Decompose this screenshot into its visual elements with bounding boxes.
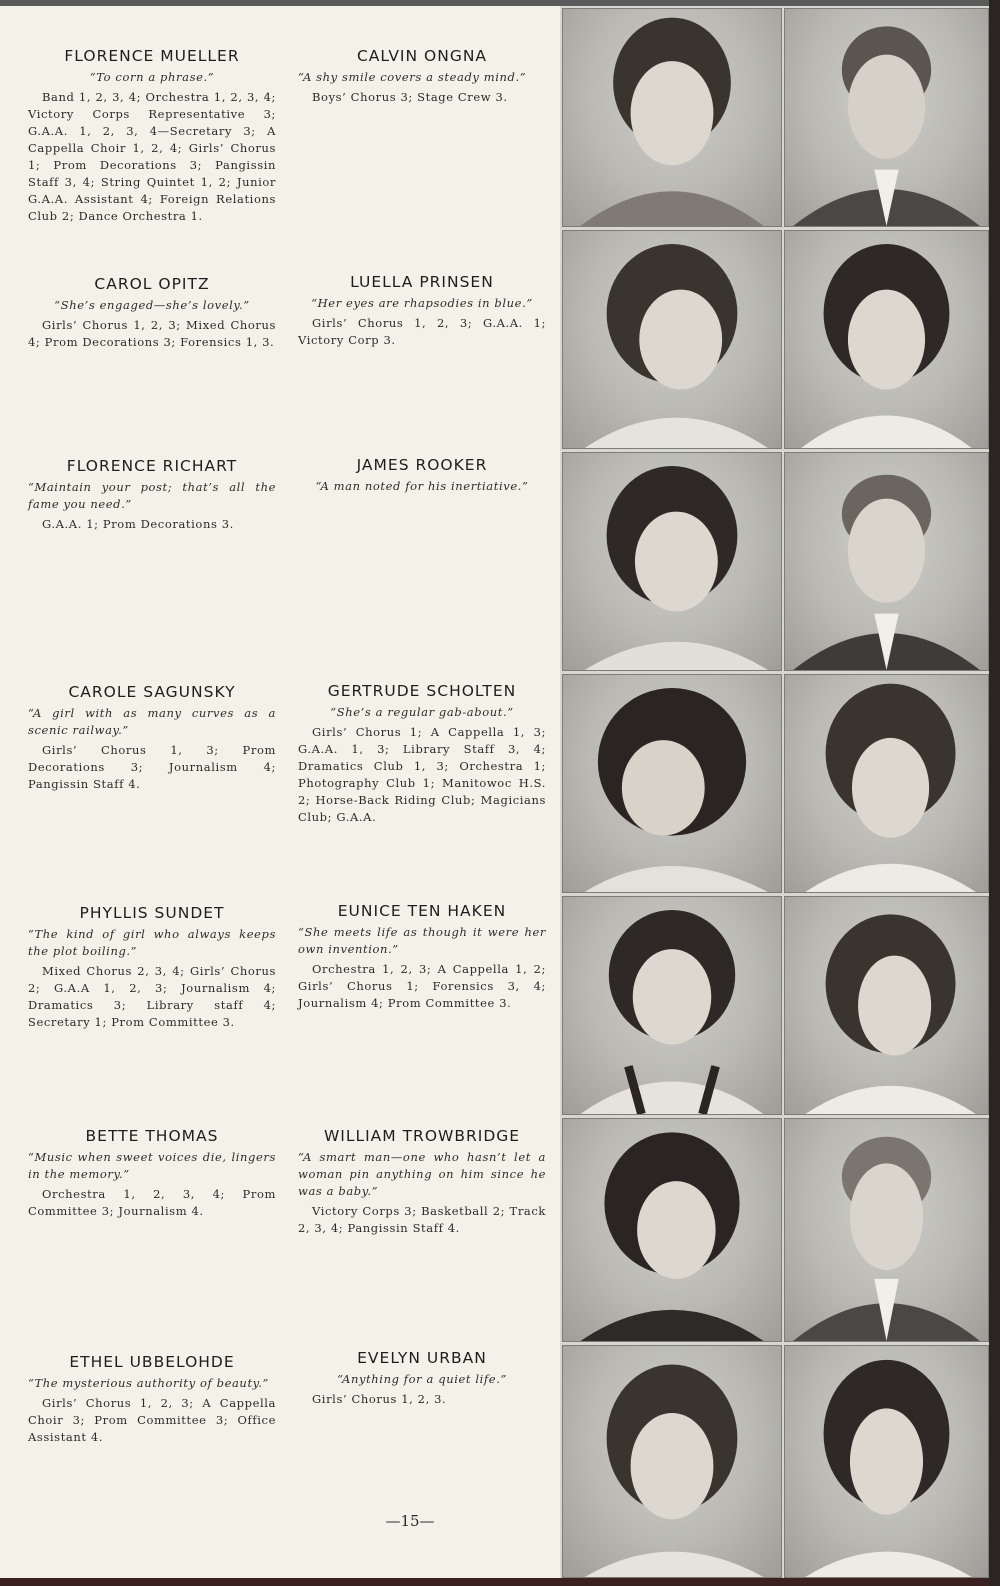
student-entry-william-trowbridge bbox=[298, 1127, 546, 1237]
portrait-photo-gertrude-scholten bbox=[784, 674, 989, 893]
student-entry-james-rooker bbox=[298, 456, 546, 498]
student-entry-bette-thomas bbox=[28, 1127, 276, 1220]
portrait-photo-eunice-ten-haken bbox=[784, 896, 989, 1115]
portrait-panel bbox=[560, 6, 989, 1578]
student-name: BETTE THOMAS bbox=[85, 1127, 219, 1145]
student-name: EVELYN URBAN bbox=[357, 1349, 487, 1367]
student-entry-carole-sagunsky bbox=[28, 683, 276, 793]
student-name: FLORENCE MUELLER bbox=[64, 47, 240, 65]
student-activities: Victory Corps 3; Basketball 2; Track 2, 3, 4; Pangissin Staff 4. bbox=[298, 1204, 546, 1235]
student-quote: “A man noted for his inertiative.” bbox=[315, 479, 529, 493]
student-quote: “Music when sweet voices die, lingers in the memory.” bbox=[28, 1150, 276, 1181]
student-activities: Girls’ Chorus 1, 2, 3. bbox=[312, 1392, 447, 1406]
student-entry-eunice-ten-haken bbox=[298, 902, 546, 1012]
student-quote: “To corn a phrase.” bbox=[89, 70, 215, 84]
student-name: CAROL OPITZ bbox=[94, 275, 210, 293]
portrait-photo-carole-sagunsky bbox=[562, 674, 782, 893]
student-entry-florence-mueller bbox=[28, 47, 276, 225]
student-activities: Orchestra 1, 2, 3; A Cappella 1, 2; Girls’ Chorus 1; Forensics 3, 4; Journalism 4; Prom Committee 3. bbox=[298, 962, 546, 1010]
student-quote: “Her eyes are rhapsodies in blue.” bbox=[311, 296, 533, 310]
student-name: PHYLLIS SUNDET bbox=[79, 904, 225, 922]
student-quote: “The kind of girl who always keeps the plot boiling.” bbox=[28, 927, 276, 958]
student-entry-ethel-ubbelohde bbox=[28, 1353, 276, 1446]
student-activities: Girls’ Chorus 1, 2, 3; Mixed Chorus 4; Prom Decorations 3; Forensics 1, 3. bbox=[28, 318, 276, 349]
student-activities: Girls’ Chorus 1, 3; Prom Decorations 3; Journalism 4; Pangissin Staff 4. bbox=[28, 743, 276, 791]
student-quote: “A shy smile covers a steady mind.” bbox=[298, 70, 527, 84]
student-entry-evelyn-urban bbox=[298, 1349, 546, 1408]
student-activities: G.A.A. 1; Prom Decorations 3. bbox=[42, 517, 234, 531]
student-name: WILLIAM TROWBRIDGE bbox=[323, 1127, 521, 1145]
student-activities: Girls’ Chorus 1, 2, 3; A Cappella Choir 3; Prom Committee 3; Office Assistant 4. bbox=[28, 1396, 276, 1444]
student-name: LUELLA PRINSEN bbox=[350, 273, 494, 291]
portrait-photo-bette-thomas bbox=[562, 1118, 782, 1342]
student-name: FLORENCE RICHART bbox=[66, 457, 238, 475]
student-activities: Boys’ Chorus 3; Stage Crew 3. bbox=[312, 90, 508, 104]
student-entry-luella-prinsen bbox=[298, 273, 546, 349]
portrait-photo-james-rooker bbox=[784, 452, 989, 671]
student-quote: “Anything for a quiet life.” bbox=[337, 1372, 507, 1386]
student-activities: Orchestra 1, 2, 3, 4; Prom Committee 3; Journalism 4. bbox=[28, 1187, 276, 1218]
student-name: JAMES ROOKER bbox=[356, 456, 488, 474]
page-edge bbox=[989, 0, 1000, 1586]
student-quote: “She’s engaged—she’s lovely.” bbox=[54, 298, 250, 312]
student-activities: Band 1, 2, 3, 4; Orchestra 1, 2, 3, 4; Victory Corps Representative 3; G.A.A. 1, 2, 3, 4—Secretary 3; A Cappella Choir 1, 2, 4; Girls’ Chorus 1; Prom Decorations 3; Pangissin Staff 3, 4; String Quintet 1, 2; Junior G.A.A. Assistant 4; Foreign Relations Club 2; Dance Orchestra 1. bbox=[28, 90, 276, 223]
student-quote: “A girl with as many curves as a scenic railway.” bbox=[28, 706, 276, 737]
student-activities: Girls’ Chorus 1, 2, 3; G.A.A. 1; Victory Corp 3. bbox=[298, 316, 546, 347]
portrait-photo-luella-prinsen bbox=[784, 230, 989, 449]
student-entry-carol-opitz bbox=[28, 275, 276, 351]
portrait-photo-ethel-ubbelohde bbox=[562, 1345, 782, 1578]
portrait-photo-william-trowbridge bbox=[784, 1118, 989, 1342]
portrait-photo-carol-opitz bbox=[562, 230, 782, 449]
student-name: CALVIN ONGNA bbox=[356, 47, 488, 65]
student-name: ETHEL UBBELOHDE bbox=[69, 1353, 235, 1371]
student-quote: “Maintain your post; that’s all the fame you need.” bbox=[28, 480, 276, 511]
student-name: GERTRUDE SCHOLTEN bbox=[327, 682, 517, 700]
student-quote: “A smart man—one who hasn’t let a woman pin anything on him since he was a baby.” bbox=[298, 1150, 546, 1198]
portrait-photo-phyllis-sundet bbox=[562, 896, 782, 1115]
bottom-rule bbox=[0, 1578, 989, 1586]
student-activities: Mixed Chorus 2, 3, 4; Girls’ Chorus 2; G.A.A 1, 2, 3; Journalism 4; Dramatics 3; Library staff 4; Secretary 1; Prom Committee 3. bbox=[28, 964, 276, 1029]
student-entry-gertrude-scholten bbox=[298, 682, 546, 826]
student-quote: “She meets life as though it were her own invention.” bbox=[298, 925, 546, 956]
student-entry-florence-richart bbox=[28, 457, 276, 533]
portrait-photo-florence-richart bbox=[562, 452, 782, 671]
portrait-photo-calvin-ongna bbox=[784, 8, 989, 227]
portrait-photo-evelyn-urban bbox=[784, 1345, 989, 1578]
student-activities: Girls’ Chorus 1; A Cappella 1, 3; G.A.A. 1, 3; Library Staff 3, 4; Dramatics Club 1, 3; Orchestra 1; Photography Club 1; Manitowoc H.S. 2; Horse-Back Riding Club; Magicians Club; G.A.A. bbox=[298, 725, 546, 824]
student-quote: “The mysterious authority of beauty.” bbox=[28, 1376, 269, 1390]
student-quote: “She’s a regular gab-about.” bbox=[330, 705, 514, 719]
portrait-photo-florence-mueller bbox=[562, 8, 782, 227]
student-entry-calvin-ongna bbox=[298, 47, 546, 106]
student-name: EUNICE TEN HAKEN bbox=[337, 902, 507, 920]
student-name: CAROLE SAGUNSKY bbox=[68, 683, 236, 701]
page-number: —15— bbox=[385, 1512, 435, 1530]
student-entry-phyllis-sundet bbox=[28, 904, 276, 1031]
